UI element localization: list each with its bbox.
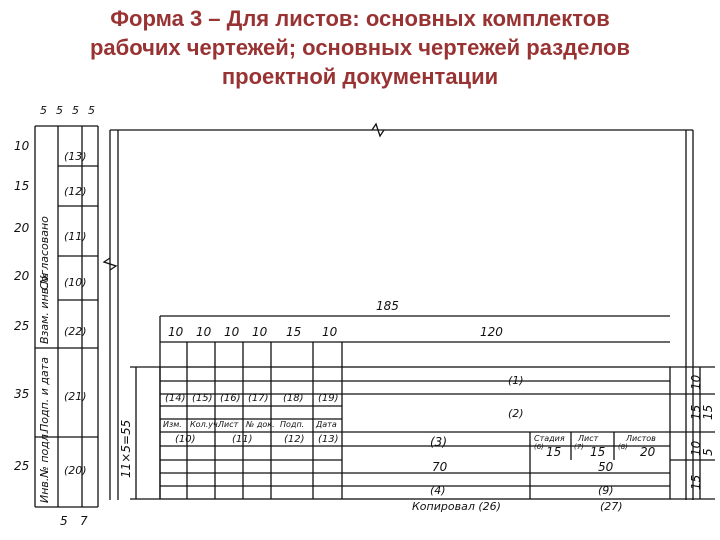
cell-12: (12) <box>64 185 87 198</box>
left-dim-4: 20 <box>14 269 30 283</box>
field-1: (1) <box>508 374 524 387</box>
title-line-2: рабочих чертежей; основных чертежей разделов <box>89 35 631 60</box>
bottom-dim-1: 5 <box>60 514 68 528</box>
rownum-17: (17) <box>248 393 269 404</box>
left-dim-1: 10 <box>14 139 30 153</box>
label-inv-podl: Инв.№ подл. <box>38 430 51 503</box>
cell-21: (21) <box>64 390 87 403</box>
bottom-dim-2: 7 <box>80 514 88 528</box>
dim-col-6: 10 <box>322 325 338 339</box>
dim-col-4: 10 <box>252 325 268 339</box>
format-label: (27) <box>600 500 623 513</box>
cell-22: (22) <box>64 325 87 338</box>
dim-right-row-1: 10 <box>689 374 703 390</box>
rownum-18: (18) <box>283 393 304 404</box>
left-dim-5: 25 <box>14 319 30 333</box>
dim-right-row-3: 10 <box>689 440 703 456</box>
dim-right-row-2: 15 <box>689 404 703 420</box>
title-line-1: Форма 3 – Для листов: основных комплектов <box>110 6 610 31</box>
stadia-no: (6) <box>534 443 544 451</box>
listov-no: (8) <box>618 443 628 451</box>
dim-col-3: 10 <box>224 325 240 339</box>
field-4: (4) <box>430 484 446 497</box>
rownum-14: (14) <box>165 393 186 404</box>
rownum-13: (13) <box>318 434 339 445</box>
top-dim-3: 5 <box>72 104 79 117</box>
left-dim-7: 25 <box>14 459 30 473</box>
left-dims <box>14 139 30 473</box>
stamp-cells <box>163 374 656 497</box>
dim-col-5: 15 <box>286 325 302 339</box>
top-dim-4: 5 <box>88 104 95 117</box>
title-line-3: проектной документации <box>221 64 499 89</box>
field-2: (2) <box>508 407 524 420</box>
dim-right-row-4: 15 <box>689 474 703 490</box>
label-podp-data: Подп. и дата <box>38 357 51 432</box>
header-list: Лист <box>218 420 239 429</box>
left-column-labels <box>38 150 87 503</box>
field-9: (9) <box>598 484 614 497</box>
cell-11: (11) <box>64 230 87 243</box>
top-dim-1: 5 <box>40 104 47 117</box>
dim-right-part: 120 <box>480 325 503 339</box>
rownum-16: (16) <box>220 393 241 404</box>
header-izm: Изм. <box>163 420 182 429</box>
rownum-15: (15) <box>192 393 213 404</box>
list-label: Лист <box>578 434 599 443</box>
dim-stadia-2: 15 <box>590 445 606 459</box>
dim-col-2: 10 <box>196 325 212 339</box>
top-dims <box>40 104 95 117</box>
dim-height: 11×5=55 <box>119 419 133 478</box>
left-dim-6: 35 <box>14 387 30 401</box>
header-podp: Подп. <box>280 420 305 429</box>
label-soglasovano: Согласовано <box>38 216 51 290</box>
rownum-12: (12) <box>284 434 305 445</box>
header-nodok: № док. <box>246 420 275 429</box>
rownum-10: (10) <box>175 434 196 445</box>
dim-col-1: 10 <box>168 325 184 339</box>
copied-label: Копировал (26) <box>412 500 501 513</box>
listov-label: Листов <box>626 434 656 443</box>
rownum-19: (19) <box>318 393 339 404</box>
title-block <box>160 367 670 499</box>
dim-right2-row-1: 15 <box>701 404 715 420</box>
cell-20: (20) <box>64 464 87 477</box>
bottom-dims <box>60 514 88 528</box>
stadia-label: Стадия <box>534 434 565 443</box>
cell-13: (13) <box>64 150 87 163</box>
left-dim-2: 15 <box>14 179 30 193</box>
header-data: Дата <box>316 420 337 429</box>
left-dim-3: 20 <box>14 221 30 235</box>
dim-total-width: 185 <box>376 299 399 313</box>
label-vzam-inv: Взам. инв.№ <box>38 272 51 344</box>
top-dim-2: 5 <box>56 104 63 117</box>
dim-bottom-50: 50 <box>598 460 614 474</box>
dim-bottom-70: 70 <box>432 460 448 474</box>
dim-right2-row-2: 5 <box>701 448 715 456</box>
header-kol: Кол.уч. <box>190 420 221 429</box>
rownum-11: (11) <box>232 434 253 445</box>
dim-stadia-3: 20 <box>640 445 656 459</box>
dim-stadia-1: 15 <box>546 445 562 459</box>
cell-10: (10) <box>64 276 87 289</box>
field-3: (3) <box>430 435 447 449</box>
list-no: (7) <box>574 443 584 451</box>
